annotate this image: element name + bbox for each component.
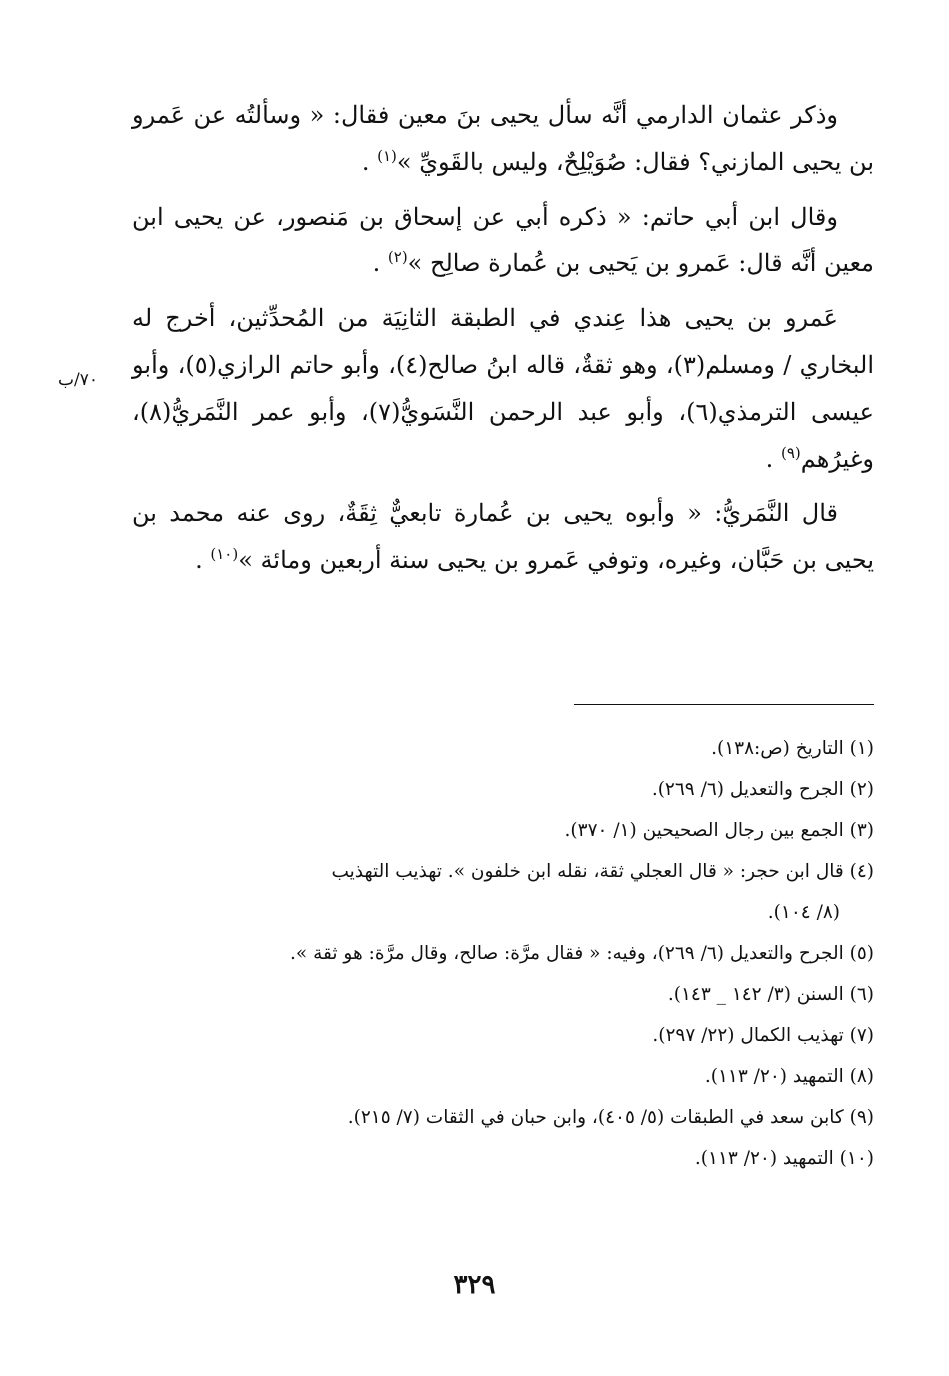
footnote: (١) التاريخ (ص:١٣٨). bbox=[711, 738, 874, 759]
main-text bbox=[132, 92, 874, 592]
paragraph: وقال ابن أبي حاتم: « ذكره أبي عن إسحاق بن مَنصور، عن يحيى ابن معين أنَّه قال: عَمرو بن يَحيى بن عُمارة صالِح »$^{(٢)}$ . bbox=[132, 202, 874, 278]
footnote: (٥) الجرح والتعديل (٦/ ٢٦٩)، وفيه: « فقال مرَّة: صالح، وقال مرَّة: هو ثقة ». bbox=[290, 943, 874, 964]
footnote bbox=[120, 851, 874, 933]
footnote: (٩) كابن سعد في الطبقات (٥/ ٤٠٥)، وابن حبان في الثقات (٧/ ٢١٥). bbox=[347, 1107, 874, 1128]
footnote: (٣) الجمع بين رجال الصحيحين (١/ ٣٧٠). bbox=[564, 820, 874, 841]
footnote-ref[interactable]: (٩) bbox=[780, 443, 801, 462]
footnote-ref[interactable]: (٢) bbox=[387, 248, 408, 267]
footnote-ref[interactable]: (١٠) bbox=[210, 545, 239, 564]
footnote: (٢) الجرح والتعديل (٦/ ٢٦٩). bbox=[651, 779, 874, 800]
footnotes bbox=[120, 728, 874, 1179]
footnote-separator bbox=[574, 704, 874, 705]
paragraph: قال النَّمَريُّ: « وأبوه يحيى بن عُمارة تابعيٌّ ثِقَةٌ، روى عنه محمد بن يحيى بن حَبَّان، وغيره، وتوفي عَمرو بن يحيى سنة أربعين ومائة »$^{(١٠)}$ . bbox=[132, 499, 874, 575]
footnote-ref[interactable]: (١) bbox=[377, 146, 397, 165]
paragraph: وذكر عثمان الدارمي أنَّه سأل يحيى بنَ معين فقال: « وسألتُه عن عَمرو بن يحيى المازني؟ فقال: صُوَيْلِحٌ، وليس بالقَويِّ »$^{(١)}$ . bbox=[132, 101, 874, 176]
paragraph: عَمرو بن يحيى هذا عِندي في الطبقة الثانِيَة من المُحدِّثين، أخرج له البخاري / ومسلم(٣)، وهو ثقةٌ، قاله ابنُ صالح(٤)، وأبو حاتم الرازي(٥)، وأبو عيسى الترمذي(٦)، وأبو عبد الرحمن النَّسَويُّ(٧)، وأبو عمر النَّمَريُّ(٨)، وغيرُهم$^{(٩)}$ . bbox=[132, 304, 874, 473]
footnote: (٧) تهذيب الكمال (٢٢/ ٢٩٧). bbox=[652, 1025, 874, 1046]
footnote: (٦) السنن (٣/ ١٤٢ _ ١٤٣). bbox=[667, 984, 874, 1005]
footnote-continuation: (٨/ ١٠٤). bbox=[767, 902, 840, 923]
footnote: (٨) التمهيد (٢٠/ ١١٣). bbox=[704, 1066, 874, 1087]
page-number: ٣٢٩ bbox=[453, 1270, 496, 1300]
margin-folio-note: ٧٠/ب bbox=[58, 370, 98, 390]
footnote-text: (٤) قال ابن حجر: « قال العجلي ثقة، نقله ابن خلفون ». تهذيب التهذيب bbox=[331, 861, 874, 882]
footnote: (١٠) التمهيد (٢٠/ ١١٣). bbox=[694, 1148, 874, 1169]
